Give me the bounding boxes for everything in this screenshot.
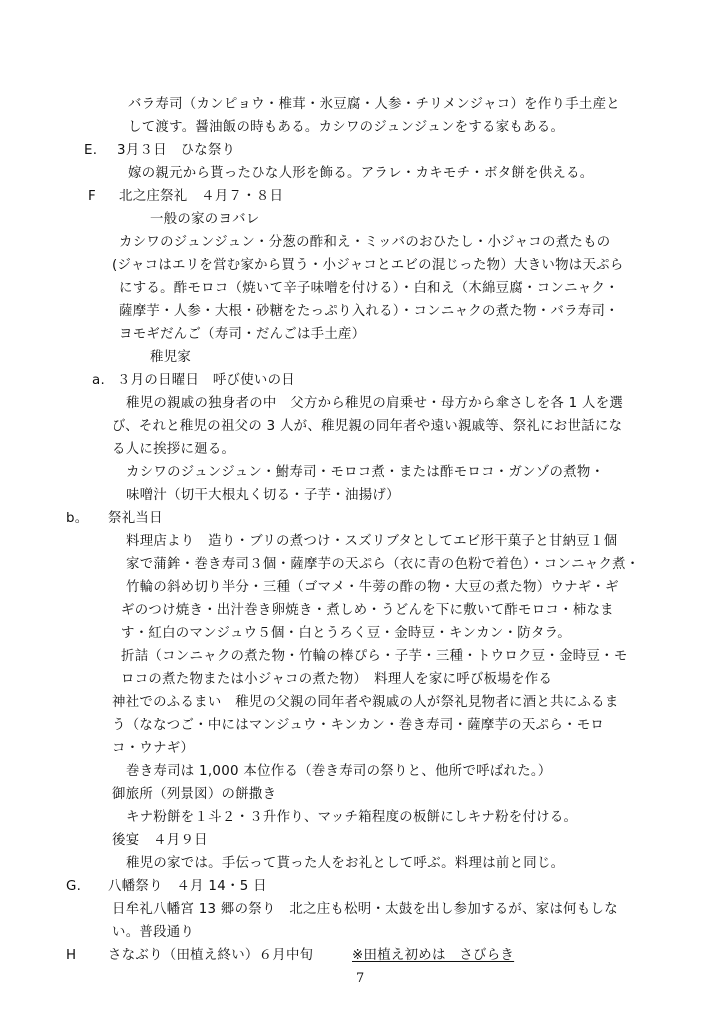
text-line: キナ粉餅を１斗２・３升作り、マッチ箱程度の板餅にしキナ粉を付ける。 (126, 810, 578, 825)
text-line: コ・ウナギ） (112, 741, 195, 756)
text-line: カシワのジュンジュン・分葱の酢和え・ミッバのおひたし・小ジャコの煮たもの (119, 235, 611, 250)
subheading: 稚児家 (150, 350, 192, 365)
subheading: 御旅所（列景図）の餅撒き (112, 787, 277, 802)
section-marker: G. (66, 879, 82, 894)
text-line: 折詰（コンニャクの煮た物・竹輪の棒ぴら・子芋・三種・トウロク豆・金時豆・モ (121, 649, 628, 664)
text-line: 巻き寿司は 1,000 本位作る（巻き寿司の祭りと、他所で呼ばれた。） (126, 764, 552, 779)
text-line: ロコの煮た物または小ジャコの煮た物） 料理人を家に呼び板場を作る (121, 672, 553, 687)
text-line: ヨモギだんご（寿司・だんごは手土産） (119, 327, 366, 342)
text-line: カシワのジュンジュン・鮒寿司・モロコ煮・または酢モロコ・ガンゾの煮物・ (126, 465, 605, 480)
text-line: 味噌汁（切干大根丸く切る・子芋・油揚げ） (126, 488, 400, 503)
section-marker: H (66, 948, 77, 963)
text-line: 薩摩芋・人参・大根・砂糖をたっぷり入れる）・コンニャクの煮た物・バラ寿司・ (119, 304, 619, 319)
section-marker: F (88, 189, 97, 204)
text-line: う（ななつご・中にはマンジュウ・キンカン・巻き寿司・薩摩芋の天ぷら・モロ (112, 718, 605, 733)
text-line: 嫁の親元から貰ったひな人形を飾る。アラレ・カキモチ・ボタ餅を供える。 (128, 166, 594, 181)
underlined-note: ※田植え初めは さびらき (352, 948, 515, 963)
text-line: して渡す。醤油飯の時もある。カシワのジュンジュンをする家もある。 (128, 120, 565, 135)
section-heading: 北之庄祭礼 ４月７・８日 (119, 189, 284, 204)
section-marker: a. (92, 373, 106, 388)
section-heading: 3月３日 ひな祭り (117, 143, 236, 158)
text-line: る人に挨拶に廻る。 (112, 442, 236, 457)
text-line: び、それと稚児の祖父の 3 人が、稚児親の同年者や遠い親戚等、祭礼にお世話にな (112, 419, 623, 434)
text-line: 竹輪の斜め切り半分・三種（ゴマメ・牛蒡の酢の物・大豆の煮た物）ウナギ・ギ (126, 580, 619, 595)
subheading: 一般の家のヨバレ (150, 212, 260, 227)
text-line: ギのつけ焼き・出汁巻き卵焼き・煮しめ・うどんを下に敷いて酢モロコ・柿なま (121, 603, 614, 618)
text-line: にする。酢モロコ（焼いて辛子味噌を付ける）・白和え（木綿豆腐・コンニャク・ (119, 281, 619, 296)
text-line: 日牟礼八幡宮 13 郷の祭り 北之庄も松明・太鼓を出し参加するが、家は何もしな (112, 902, 618, 917)
text-line: 神社でのふるまい 稚児の父親の同年者や親戚の人が祭礼見物者に酒と共にふるま (112, 695, 619, 710)
text-line: 料理店より 造り・ブリの煮つけ・スズリブタとしてエビ形干菓子と甘納豆１個 (126, 534, 618, 549)
section-heading: 八幡祭り ４月 14・5 日 (108, 879, 267, 894)
section-marker: b。 (66, 511, 89, 526)
text-line: い。普段通り (112, 925, 195, 940)
section-heading: さなぶり（田植え終い）６月中旬 (108, 948, 314, 963)
text-line: 家で蒲鉾・巻き寿司３個・薩摩芋の天ぷら（衣に青の色粉で着色）・コンニャク煮・ (126, 557, 640, 572)
text-line: (ジャコはエリを営む家から買う・小ジャコとエビの混じった物）大きい物は天ぷら (112, 258, 624, 273)
section-heading: 祭礼当日 (108, 511, 163, 526)
text-line: す・紅白のマンジュウ５個・白とうろく豆・金時豆・キンカン・防タラ。 (121, 626, 571, 641)
text-line: 稚児の親戚の独身者の中 父方から稚児の肩乗せ・母方から傘さしを各 1 人を選 (126, 396, 624, 411)
text-line: 稚児の家では。手伝って貰った人をお礼として呼ぶ。料理は前と同じ。 (126, 856, 565, 871)
text-line: バラ寿司（カンピョウ・椎茸・氷豆腐・人参・チリメンジャコ）を作り手土産と (128, 97, 620, 112)
subheading: 後宴 ４月９日 (112, 833, 208, 848)
section-marker: E. (84, 143, 98, 158)
section-heading: ３月の日曜日 呼び使いの日 (117, 373, 295, 388)
page-number: 7 (356, 971, 365, 986)
